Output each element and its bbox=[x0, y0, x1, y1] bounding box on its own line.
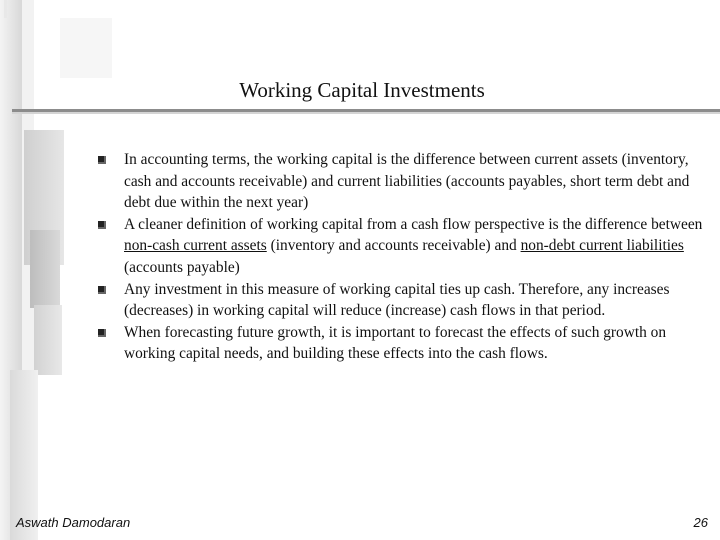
bullet-text: (accounts payable) bbox=[124, 258, 240, 276]
bullet-text: A cleaner definition of working capital from a cash flow perspective is the difference between bbox=[124, 215, 703, 233]
bullet-item bbox=[97, 214, 712, 279]
bullet-item bbox=[97, 149, 712, 214]
square-bullet-icon bbox=[98, 286, 106, 294]
decorative-bar bbox=[4, 0, 7, 18]
bullet-item bbox=[97, 279, 712, 322]
footer-author: Aswath Damodaran bbox=[16, 515, 131, 530]
bullet-text: (inventory and accounts receivable) and bbox=[266, 237, 521, 255]
bullet-text: In accounting terms, the working capital is the difference between current assets (inventory, cash and accounts receivable) and current liabilities (accounts payables, short term debt and debt due within the next year) bbox=[124, 151, 690, 212]
decorative-bar bbox=[30, 230, 60, 308]
page-number: 26 bbox=[693, 515, 708, 530]
square-bullet-icon bbox=[98, 156, 106, 164]
decorative-bar bbox=[34, 305, 62, 375]
title-divider-shadow bbox=[12, 112, 720, 114]
bullet-text: Any investment in this measure of working capital ties up cash. Therefore, any increases (decreases) in working capital will reduce (increase) cash flows in that period. bbox=[124, 280, 670, 320]
underlined-term: non-debt current liabilities bbox=[520, 237, 684, 255]
slide-title: Working Capital Investments bbox=[239, 78, 485, 102]
decorative-bar bbox=[60, 18, 112, 78]
bullet-text: When forecasting future growth, it is important to forecast the effects of such growth on working capital needs, and building these effects into the cash flows. bbox=[124, 323, 667, 363]
bullet-item bbox=[97, 322, 712, 365]
underlined-term: non-cash current assets bbox=[124, 237, 267, 255]
bullet-list bbox=[97, 149, 712, 365]
square-bullet-icon bbox=[98, 221, 106, 229]
square-bullet-icon bbox=[98, 329, 106, 337]
